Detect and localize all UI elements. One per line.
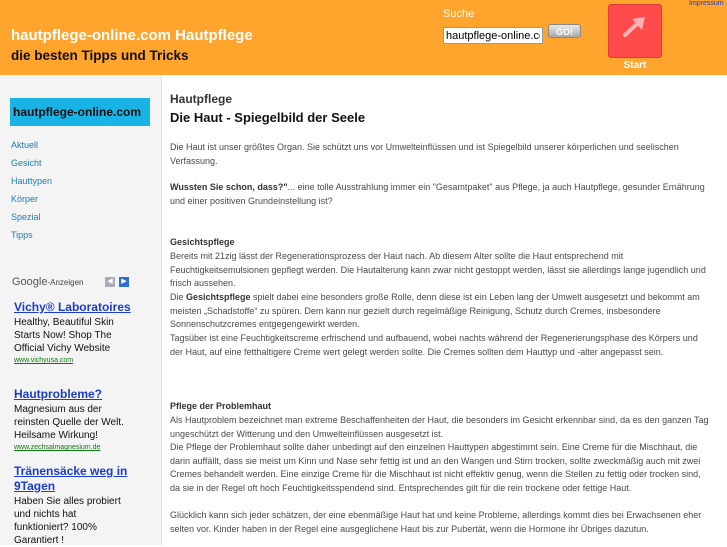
section1-paragraph-2: [170, 291, 710, 332]
search-label: Suche: [443, 8, 475, 20]
sidebar-site-name: hautpflege-online.com: [10, 98, 150, 126]
ad-2-text: Magnesium aus der reinsten Quelle der Welt. Heilsame Wirkung!: [14, 404, 124, 441]
wussten-rest: ... eine tolle Ausstrahlung immer ein "Gesamtpaket" aus Pflege, ja auch Hautpflege, gesunder Ernährung und einer positiven Grundeinstellung ist?: [170, 182, 705, 206]
ad-2-url[interactable]: www.zechsalmagnesium.de: [14, 444, 101, 451]
s1p2-post: spielt dabei eine besonders große Rolle, denn diese ist ein Leben lang der Umwelt ausgesetzt und bekommt am meisten „Schadstoffe“ zu spüren. Dem kann nur gezielt durch regelmäßige Reinigung, Schutz durch Cremes, insbesondere Sonnenschutzcremes entgegengewirkt werden.: [170, 292, 700, 330]
section2-paragraph-1: Als Hautproblem bezeichnet man extreme Beschaffenheiten der Haut, die besonders im Gesicht erkennbar sind, da es den ganzen Tag ungeschützt der Witterung und den Umwelteinflüssen ausgesetzt ist.: [170, 415, 709, 439]
nav-koerper[interactable]: Körper: [11, 194, 39, 204]
go-button[interactable]: GO!: [548, 24, 581, 38]
intro-paragraph: Die Haut ist unser größtes Organ. Sie schützt uns vor Umwelteinflüssen und ist Spiegelbild unserer körperlichen und seelischen Verfassung.: [170, 142, 679, 166]
search-input[interactable]: [443, 27, 543, 44]
section1-paragraph-1: Bereits mit 21zig lässt der Regenerationsprozess der Haut nach. Ab diesem Alter sollte die Haut entsprechend mit Feuchtigkeitsemulsionen gepflegt werden. Die Hautalterung kann zwar nicht gestoppt werden, lässt sie allerdings lange jugendlich und frisch aussehen.: [170, 251, 706, 289]
ad-2-title[interactable]: Hautprobleme?: [14, 387, 103, 401]
start-button[interactable]: [608, 4, 662, 58]
google-ads-label: [12, 276, 84, 288]
section2-paragraph-2: Die Pflege der Problemhaut sollte daher unbedingt auf den einzelnen Hauttypen abgestimmt sein. Eine Creme für die Mischhaut, die darin auffällt, dass sie meist um Kinn und Nase sehr fettig ist und an den Wangen und Stirn trocken, sollte zweckmäßig auch mit zwei Cremes behandelt werden. Eine einzige Creme für die Mischhaut ist nicht effektiv genug, wenn die Stellen zu fettig oder trocken sind, da sie in der Regel oft hoch Feuchtigkeitsspendend sind. Entsprechendes gilt für die rein trockene oder fettige Haut.: [170, 442, 701, 493]
nav-tipps[interactable]: Tipps: [11, 230, 33, 240]
ad-3-text: Haben Sie alles probiert und nichts hat funktioniert? 100% Garantiert !: [14, 496, 121, 546]
site-title: hautpflege-online.com Hautpflege: [11, 27, 253, 44]
wussten-bold: Wussten Sie schon, dass?": [170, 182, 288, 192]
ad-1-url[interactable]: www.vichyusa.com: [14, 357, 74, 364]
article-headline: Die Haut - Spiegelbild der Seele: [170, 110, 366, 125]
ad-3-title[interactable]: Tränensäcke weg in 9Tagen: [14, 464, 128, 493]
ads-prev-arrow-icon[interactable]: ◀: [105, 277, 115, 287]
ad-1-title[interactable]: Vichy® Laboratoires: [14, 300, 131, 314]
s1p2-pre: Die: [170, 292, 187, 302]
nav-spezial[interactable]: Spezial: [11, 212, 41, 222]
section1-paragraph-3: Tagsüber ist eine Feuchtigkeitscreme erfrischend und aufbauend, wobei nachts während der Regenerierungsphase des Körpers und der Haut, auf eine fetthaltigere Creme wert gelegt werden sollte. Die Cremes sollten dem Hauttyp und -alter angepasst sein.: [170, 333, 698, 357]
ads-suffix: -Anzeigen: [47, 278, 84, 287]
site-subtitle: die besten Tipps und Tricks: [11, 48, 189, 63]
nav-gesicht[interactable]: Gesicht: [11, 158, 42, 168]
wussten-paragraph: [170, 181, 710, 208]
section2-paragraph-3: Glücklich kann sich jeder schätzen, der eine ebenmäßige Haut hat und keine Probleme, allerdings kommt dies bei Erwachsenen eher selten vor. Kinder haben in der Regel eine ausgeglichene Haut bis zur Pubertät, wenn die Hormone ihr Übriges dazutun.: [170, 510, 702, 534]
section-problemhaut-heading: Pflege der Problemhaut: [170, 401, 272, 411]
impressum-link[interactable]: Impressum: [689, 0, 724, 7]
arrow-up-right-icon: [622, 16, 650, 38]
ads-next-arrow-icon[interactable]: ▶: [119, 277, 129, 287]
nav-aktuell[interactable]: Aktuell: [11, 140, 39, 150]
ad-1-text: Healthy, Beautiful Skin Starts Now! Shop The Official Vichy Website: [14, 317, 114, 354]
section-gesichtspflege-heading: Gesichtspflege: [170, 237, 235, 247]
google-logo-text: Google: [12, 276, 48, 288]
s1p2-bold: Gesichtspflege: [186, 292, 251, 302]
start-label: Start: [623, 60, 647, 71]
header: [0, 0, 727, 75]
nav-hauttypen[interactable]: Hauttypen: [11, 176, 53, 186]
category-title: Hautpflege: [170, 92, 233, 106]
